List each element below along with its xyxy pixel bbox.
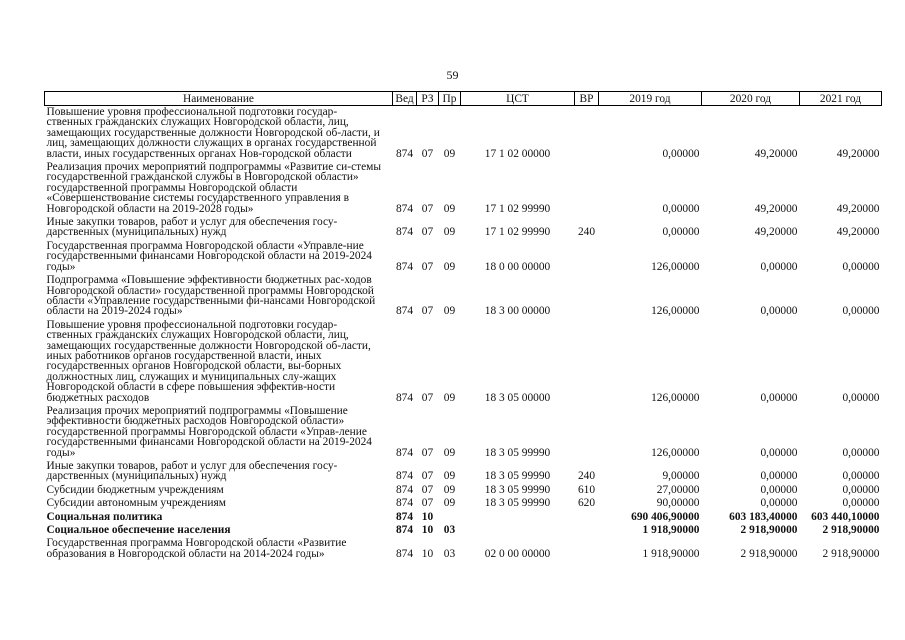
cell-rz: 07: [421, 391, 434, 404]
cell-2019: 0,00000: [662, 147, 700, 160]
cell-rz: 07: [421, 497, 434, 510]
header-vr: ВР: [575, 92, 599, 106]
cell-pr: 03: [443, 524, 456, 537]
cell-ved: 874: [395, 524, 414, 537]
cell-rz: 10: [421, 547, 434, 560]
header-2021: 2021 год: [800, 92, 882, 106]
cell-2019: 126,00000: [651, 391, 700, 404]
cell-pr: 09: [443, 470, 456, 483]
cell-ved: 874: [395, 305, 414, 318]
cell-2021: 49,20000: [836, 147, 880, 160]
table-row: [45, 511, 882, 524]
cell-vr: [575, 106, 599, 162]
table-row: [45, 240, 882, 274]
cell-cst: [461, 511, 575, 524]
cell-name: Повышение уровня профессиональной подготовки государ-ственных гражданских служащих Новгородской области, лиц, замещающих государственные должности Новгородской об-ласти, иных работников органов государственной власти, иных государственных органов Новгородской области, вы-борных должностных лиц, служащих и муниципальных слу-жащих Новгородской области в сфере повышения эффектив-ности бюджетных расходов: [46, 318, 371, 404]
cell-ved: 874: [395, 497, 414, 510]
cell-cst: 18 0 00 00000: [484, 260, 551, 273]
cell-cst: 18 3 05 99990: [484, 470, 551, 483]
cell-2019: 0,00000: [662, 202, 700, 215]
cell-pr: 03: [443, 547, 456, 560]
cell-2019: 1 918,90000: [642, 547, 700, 560]
cell-2020: 0,00000: [760, 470, 798, 483]
cell-cst: 18 3 05 00000: [484, 391, 551, 404]
cell-vr: [575, 524, 599, 537]
cell-2020: 0,00000: [760, 391, 798, 404]
cell-2019: 27,00000: [656, 483, 700, 496]
cell-cst: 18 3 05 99990: [484, 497, 551, 510]
cell-2021: 0,00000: [842, 483, 880, 496]
cell-rz: 07: [421, 226, 434, 239]
cell-2020: 2 918,90000: [740, 547, 798, 560]
cell-rz: 07: [421, 147, 434, 160]
cell-2020: 603 183,40000: [729, 510, 798, 523]
cell-name: Повышение уровня профессиональной подготовки государ-ственных гражданских служащих Новгородской области, лиц, замещающих государственные должности Новгородской об-ласти, и лиц, замещающих должности служащих в органах государственной власти, иных государственных органах Нов-городской области: [46, 106, 380, 160]
cell-ved: 874: [395, 202, 414, 215]
cell-2021: 49,20000: [836, 202, 880, 215]
cell-vr: 240: [577, 226, 596, 239]
cell-rz: 07: [421, 470, 434, 483]
cell-ved: 874: [395, 483, 414, 496]
cell-2021: 2 918,90000: [822, 524, 880, 537]
table-row: [45, 319, 882, 405]
cell-2020: 49,20000: [754, 147, 798, 160]
cell-rz: 07: [421, 483, 434, 496]
cell-ved: 874: [395, 547, 414, 560]
cell-vr: [575, 511, 599, 524]
cell-pr: 09: [443, 446, 456, 459]
cell-pr: 09: [443, 226, 456, 239]
cell-vr: 610: [577, 483, 596, 496]
table-row: [45, 497, 882, 510]
table-row: [45, 460, 882, 484]
cell-name: Иные закупки товаров, работ и услуг для обеспечения госу-дарственных (муниципальных) нужд: [46, 460, 338, 483]
cell-vr: 620: [577, 497, 596, 510]
cell-vr: [575, 319, 599, 405]
cell-ved: 874: [395, 510, 414, 523]
cell-rz: 10: [421, 510, 434, 523]
cell-2021: 49,20000: [836, 226, 880, 239]
cell-pr: 09: [443, 305, 456, 318]
cell-2021: 0,00000: [842, 260, 880, 273]
cell-2019: 0,00000: [662, 226, 700, 239]
cell-2021: 603 440,10000: [811, 510, 880, 523]
cell-2020: 0,00000: [760, 497, 798, 510]
header-rz: РЗ: [417, 92, 439, 106]
cell-name: Реализация прочих мероприятий подпрограммы «Повышение эффективности бюджетных расходов Новгородской области» государственной программы Новгородской области «Управ-ление государственными финансами Новгородской области на 2019-2024 годы»: [46, 404, 372, 459]
cell-2021: 0,00000: [842, 446, 880, 459]
cell-name: Государственная программа Новгородской области «Управле-ние государственными финансами Новгородской области на 2019-2024 годы»: [46, 239, 372, 273]
cell-name: Иные закупки товаров, работ и услуг для обеспечения госу-дарственных (муниципальных) нужд: [46, 216, 338, 239]
cell-name: Реализация прочих мероприятий подпрограммы «Развитие си-стемы государственной гражданской службы в Новгородской области» государственной программы Новгородской области «Совершенствование системы государственного управления в Новгородской области на 2019-2028 годы»: [46, 161, 382, 215]
cell-name: Подпрограмма «Повышение эффективности бюджетных рас-ходов Новгородской области» государственной программы Новгородской области «Управление государственными фи-нансами Новгородской области на 2019-2024 годы»: [46, 274, 376, 318]
cell-cst: 17 1 02 99990: [484, 226, 551, 239]
cell-2020: 0,00000: [760, 260, 798, 273]
cell-2021: 0,00000: [842, 470, 880, 483]
cell-pr: [439, 511, 461, 524]
cell-2020: 0,00000: [760, 483, 798, 496]
table-row: [45, 216, 882, 240]
cell-rz: 07: [421, 305, 434, 318]
budget-table: [44, 91, 882, 561]
cell-name: Государственная программа Новгородской области «Развитие образования в Новгородской области на 2014-2024 годы»: [46, 537, 347, 560]
cell-ved: 874: [395, 446, 414, 459]
cell-vr: [575, 405, 599, 460]
table-row: [45, 274, 882, 319]
cell-2019: 126,00000: [651, 260, 700, 273]
cell-vr: [575, 537, 599, 561]
cell-2020: 49,20000: [754, 226, 798, 239]
cell-ved: 874: [395, 470, 414, 483]
cell-pr: 09: [443, 497, 456, 510]
cell-2019: 126,00000: [651, 305, 700, 318]
cell-pr: 09: [443, 202, 456, 215]
page-number: 59: [446, 68, 459, 82]
header-cst: ЦСТ: [461, 92, 575, 106]
cell-2019: 126,00000: [651, 446, 700, 459]
header-row: [45, 92, 882, 106]
cell-ved: 874: [395, 147, 414, 160]
table-row: [45, 484, 882, 497]
cell-2021: 2 918,90000: [822, 547, 880, 560]
cell-vr: [575, 161, 599, 216]
header-name: Наименование: [45, 92, 393, 106]
cell-2019: 9,00000: [662, 470, 700, 483]
cell-2021: 0,00000: [842, 497, 880, 510]
cell-2021: 0,00000: [842, 391, 880, 404]
header-pr: Пр: [439, 92, 461, 106]
cell-2020: 2 918,90000: [740, 524, 798, 537]
cell-2020: 0,00000: [760, 305, 798, 318]
cell-cst: 17 1 02 99990: [484, 202, 551, 215]
cell-cst: 02 0 00 00000: [484, 547, 551, 560]
cell-rz: 07: [421, 202, 434, 215]
cell-2020: 0,00000: [760, 446, 798, 459]
cell-name: Субсидии автономным учреждениям: [46, 497, 226, 510]
table-row: [45, 524, 882, 537]
cell-pr: 09: [443, 391, 456, 404]
cell-ved: 874: [395, 260, 414, 273]
cell-vr: [575, 240, 599, 274]
table-row: [45, 405, 882, 460]
cell-cst: 18 3 00 00000: [484, 305, 551, 318]
cell-2020: 49,20000: [754, 202, 798, 215]
cell-rz: 07: [421, 260, 434, 273]
cell-2019: 90,00000: [656, 497, 700, 510]
cell-name: Социальная политика: [46, 510, 163, 523]
cell-pr: 09: [443, 260, 456, 273]
cell-name: Социальное обеспечение населения: [46, 524, 231, 537]
table-row: [45, 537, 882, 561]
cell-vr: [575, 274, 599, 319]
table-body: [45, 106, 882, 562]
cell-cst: 18 3 05 99990: [484, 446, 551, 459]
table-row: [45, 106, 882, 162]
cell-cst: 17 1 02 00000: [484, 147, 551, 160]
cell-cst: 18 3 05 99990: [484, 483, 551, 496]
cell-ved: 874: [395, 226, 414, 239]
header-ved: Вед: [393, 92, 417, 106]
cell-pr: 09: [443, 483, 456, 496]
cell-vr: 240: [577, 470, 596, 483]
cell-2021: 0,00000: [842, 305, 880, 318]
cell-cst: [461, 524, 575, 537]
cell-name: Субсидии бюджетным учреждениям: [46, 483, 224, 496]
cell-2019: 690 406,90000: [631, 510, 700, 523]
cell-2019: 1 918,90000: [642, 524, 700, 537]
cell-pr: 09: [443, 147, 456, 160]
cell-ved: 874: [395, 391, 414, 404]
table-row: [45, 161, 882, 216]
cell-rz: 07: [421, 446, 434, 459]
cell-rz: 10: [421, 524, 434, 537]
header-2020: 2020 год: [702, 92, 800, 106]
header-2019: 2019 год: [599, 92, 702, 106]
